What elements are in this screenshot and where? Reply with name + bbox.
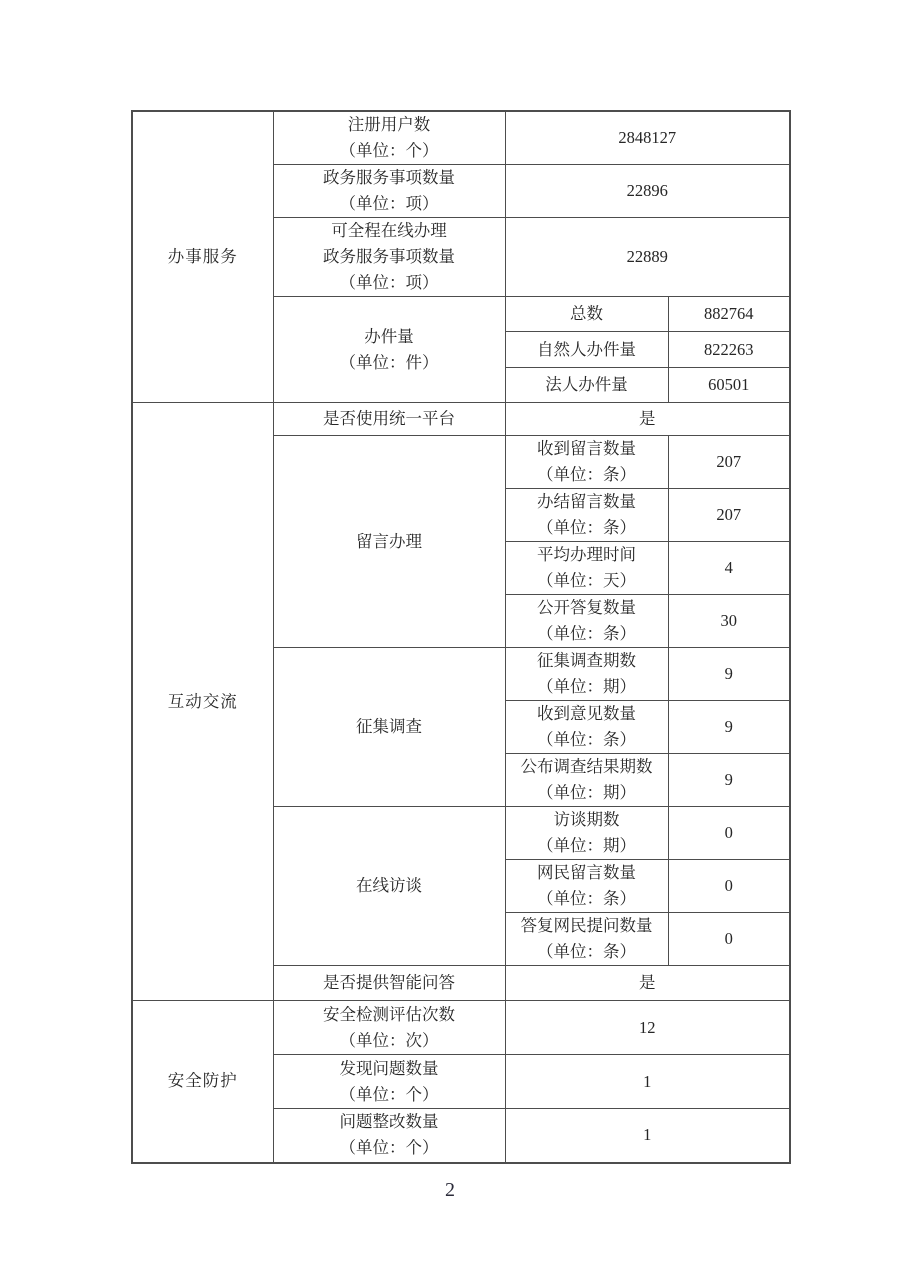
value-cell: 22889 [505,218,790,297]
subitem-cell [505,701,668,754]
subitem-label-line: 答复网民提问数量 [520,916,653,935]
subvalue-cell: 9 [668,648,790,701]
subitem-cell [505,648,668,701]
item-label-line: 发现问题数量 [339,1058,439,1078]
item-cell [273,1109,505,1163]
value-cell: 22896 [505,165,790,218]
item-unit-line: （单位：件） [339,352,439,372]
subitem-cell [505,489,668,542]
item-label-line: 问题整改数量 [339,1112,439,1132]
subitem-cell [505,436,668,489]
item-cell [273,111,505,165]
subitem-cell [505,860,668,913]
subvalue-cell: 207 [668,489,790,542]
value-cell: 1 [505,1109,790,1163]
item-cell [273,1055,505,1109]
subitem-cell [505,913,668,966]
item-label-line: 政务服务事项数量 [323,247,455,266]
subvalue-cell: 882764 [668,297,790,332]
subvalue-cell: 0 [668,860,790,913]
item-cell: 征集调查 [273,648,505,807]
category-cell-service-handling: 办事服务 [132,111,273,403]
subitem-unit-line: （单位：条） [537,465,636,484]
report-table [131,110,791,1164]
subitem-unit-line: （单位：条） [537,889,636,908]
subitem-unit-line: （单位：条） [537,518,636,537]
item-unit-line: （单位：个） [339,1138,439,1158]
item-cell: 留言办理 [273,436,505,648]
value-cell: 是 [505,403,790,436]
subitem-cell [505,595,668,648]
subitem-cell: 总数 [505,297,668,332]
item-label-line: 安全检测评估次数 [323,1004,455,1024]
subitem-label-line: 办结留言数量 [537,492,636,511]
item-label-line: 可全程在线办理 [331,221,447,240]
item-cell: 在线访谈 [273,807,505,966]
subvalue-cell: 9 [668,701,790,754]
subitem-label-line: 访谈期数 [553,810,620,829]
value-cell: 2848127 [505,111,790,165]
item-cell [273,297,505,403]
item-unit-line: （单位：项） [339,194,439,213]
subitem-unit-line: （单位：条） [537,730,636,749]
subitem-cell [505,807,668,860]
table-row [132,111,790,165]
subvalue-cell: 207 [668,436,790,489]
item-unit-line: （单位：次） [339,1030,439,1050]
subvalue-cell: 0 [668,913,790,966]
subitem-label-line: 公布调查结果期数 [520,757,653,776]
subvalue-cell: 822263 [668,332,790,368]
item-cell [273,1001,505,1055]
subitem-unit-line: （单位：期） [537,783,636,802]
subitem-unit-line: （单位：条） [537,624,636,643]
subvalue-cell: 4 [668,542,790,595]
item-cell [273,165,505,218]
table-row [132,1001,790,1055]
item-unit-line: （单位：个） [339,141,439,160]
subitem-cell: 法人办件量 [505,368,668,403]
subitem-label-line: 收到留言数量 [537,439,636,458]
subitem-label-line: 收到意见数量 [537,704,636,723]
table-row [132,403,790,436]
value-cell: 是 [505,966,790,1001]
value-cell: 12 [505,1001,790,1055]
subvalue-cell: 0 [668,807,790,860]
subvalue-cell: 60501 [668,368,790,403]
value-cell: 1 [505,1055,790,1109]
page-number: 2 [445,1179,455,1201]
subitem-unit-line: （单位：期） [537,677,636,696]
subitem-unit-line: （单位：天） [537,571,636,590]
subvalue-cell: 9 [668,754,790,807]
item-label-line: 办件量 [364,326,414,346]
subitem-cell [505,542,668,595]
subitem-label-line: 平均办理时间 [537,545,636,564]
item-cell: 是否提供智能问答 [273,966,505,1001]
item-cell [273,218,505,297]
item-label-line: 政务服务事项数量 [323,168,455,187]
item-unit-line: （单位：项） [339,273,439,292]
subitem-cell: 自然人办件量 [505,332,668,368]
item-unit-line: （单位：个） [339,1084,439,1104]
category-cell-interaction: 互动交流 [132,403,273,1001]
subitem-label-line: 公开答复数量 [537,598,636,617]
subitem-unit-line: （单位：条） [537,942,636,961]
subitem-unit-line: （单位：期） [537,836,636,855]
subvalue-cell: 30 [668,595,790,648]
subitem-label-line: 网民留言数量 [537,863,636,882]
item-cell: 是否使用统一平台 [273,403,505,436]
category-cell-security: 安全防护 [132,1001,273,1163]
item-label-line: 注册用户数 [347,115,431,134]
subitem-cell [505,754,668,807]
subitem-label-line: 征集调查期数 [537,651,636,670]
